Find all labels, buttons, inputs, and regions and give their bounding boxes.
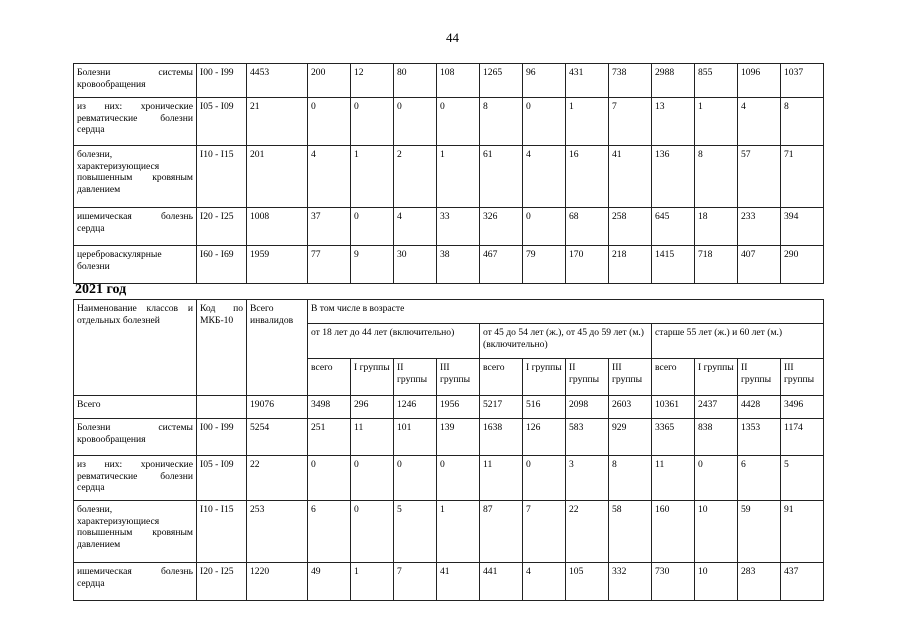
- header-age-group-3: старше 55 лет (ж.) и 60 лет (м.): [652, 324, 824, 359]
- cell-value: 10: [695, 501, 738, 563]
- total-value: 1220: [247, 563, 308, 601]
- cell-value: 87: [480, 501, 523, 563]
- disease-name: Болезни системы кровообращения: [74, 419, 197, 456]
- cell-value: 467: [480, 246, 523, 284]
- cell-value: 41: [437, 563, 480, 601]
- cell-value: 61: [480, 146, 523, 208]
- table-row: [74, 98, 824, 146]
- cell-value: 730: [652, 563, 695, 601]
- header-sub-1-1: всего: [308, 359, 351, 396]
- cell-value: 11: [480, 456, 523, 501]
- cell-value: 645: [652, 208, 695, 246]
- cell-value: 296: [351, 396, 394, 419]
- icd-code: I10 - I15: [197, 146, 247, 208]
- total-value: 253: [247, 501, 308, 563]
- cell-value: 30: [394, 246, 437, 284]
- cell-value: 0: [351, 501, 394, 563]
- cell-value: 3498: [308, 396, 351, 419]
- table-row: [74, 146, 824, 208]
- icd-code: I00 - I99: [197, 419, 247, 456]
- disease-name: Всего: [74, 396, 197, 419]
- cell-value: 6: [738, 456, 781, 501]
- header-age-group-2: от 45 до 54 лет (ж.), от 45 до 59 лет (м.) (включительно): [480, 324, 652, 359]
- header-sub-3-4: III группы: [781, 359, 824, 396]
- cell-value: 59: [738, 501, 781, 563]
- cell-value: 2988: [652, 64, 695, 98]
- cell-value: 583: [566, 419, 609, 456]
- cell-value: 0: [523, 208, 566, 246]
- cell-value: 1415: [652, 246, 695, 284]
- cell-value: 12: [351, 64, 394, 98]
- cell-value: 7: [394, 563, 437, 601]
- cell-value: 22: [566, 501, 609, 563]
- cell-value: 516: [523, 396, 566, 419]
- cell-value: 2098: [566, 396, 609, 419]
- cell-value: 5217: [480, 396, 523, 419]
- cell-value: 431: [566, 64, 609, 98]
- cell-value: 8: [695, 146, 738, 208]
- cell-value: 0: [351, 456, 394, 501]
- cell-value: 10361: [652, 396, 695, 419]
- cell-value: 407: [738, 246, 781, 284]
- header-age-title: В том числе в возрасте: [308, 300, 824, 324]
- cell-value: 79: [523, 246, 566, 284]
- cell-value: 5: [781, 456, 824, 501]
- cell-value: 1: [695, 98, 738, 146]
- cell-value: 38: [437, 246, 480, 284]
- cell-value: 96: [523, 64, 566, 98]
- cell-value: 6: [308, 501, 351, 563]
- cell-value: 4: [523, 563, 566, 601]
- cell-value: 37: [308, 208, 351, 246]
- cell-value: 8: [480, 98, 523, 146]
- table-row: [74, 456, 824, 501]
- disease-name: Болезни системы кровообращения: [74, 64, 197, 98]
- cell-value: 0: [695, 456, 738, 501]
- header-sub-3-3: II группы: [738, 359, 781, 396]
- cell-value: 838: [695, 419, 738, 456]
- header-age-group-1: от 18 лет до 44 лет (включительно): [308, 324, 480, 359]
- cell-value: 9: [351, 246, 394, 284]
- disease-name: ишемическая болезнь сердца: [74, 208, 197, 246]
- cell-value: 108: [437, 64, 480, 98]
- cell-value: 1096: [738, 64, 781, 98]
- header-sub-2-4: III группы: [609, 359, 652, 396]
- cell-value: 0: [351, 98, 394, 146]
- cell-value: 126: [523, 419, 566, 456]
- cell-value: 4428: [738, 396, 781, 419]
- cell-value: 718: [695, 246, 738, 284]
- cell-value: 1: [437, 146, 480, 208]
- cell-value: 258: [609, 208, 652, 246]
- disease-name: из них: хронические ревматические болезни сердца: [74, 98, 197, 146]
- header-sub-3-2: I группы: [695, 359, 738, 396]
- header-sub-3-1: всего: [652, 359, 695, 396]
- icd-code: I20 - I25: [197, 563, 247, 601]
- total-value: 19076: [247, 396, 308, 419]
- cell-value: 18: [695, 208, 738, 246]
- cell-value: 7: [523, 501, 566, 563]
- cell-value: 1246: [394, 396, 437, 419]
- cell-value: 1638: [480, 419, 523, 456]
- cell-value: 8: [781, 98, 824, 146]
- cell-value: 1: [437, 501, 480, 563]
- total-value: 1959: [247, 246, 308, 284]
- cell-value: 7: [609, 98, 652, 146]
- cell-value: 57: [738, 146, 781, 208]
- cell-value: 2603: [609, 396, 652, 419]
- cell-value: 10: [695, 563, 738, 601]
- disease-name: болезни, характеризующиеся повышенным кровяным давлением: [74, 146, 197, 208]
- cell-value: 200: [308, 64, 351, 98]
- cell-value: 71: [781, 146, 824, 208]
- cell-value: 738: [609, 64, 652, 98]
- total-value: 201: [247, 146, 308, 208]
- cell-value: 4: [308, 146, 351, 208]
- cell-value: 139: [437, 419, 480, 456]
- table-row: [74, 396, 824, 419]
- total-value: 21: [247, 98, 308, 146]
- icd-code: I05 - I09: [197, 98, 247, 146]
- cell-value: 8: [609, 456, 652, 501]
- cell-value: 0: [351, 208, 394, 246]
- cell-value: 1: [351, 146, 394, 208]
- cell-value: 58: [609, 501, 652, 563]
- cell-value: 49: [308, 563, 351, 601]
- total-value: 22: [247, 456, 308, 501]
- header-name: Наименование классов и отдельных болезней: [74, 300, 197, 396]
- header-sub-1-3: II группы: [394, 359, 437, 396]
- header-sub-1-4: III группы: [437, 359, 480, 396]
- icd-code: I20 - I25: [197, 208, 247, 246]
- cell-value: 2437: [695, 396, 738, 419]
- cell-value: 251: [308, 419, 351, 456]
- cell-value: 1265: [480, 64, 523, 98]
- table-row: [74, 208, 824, 246]
- cell-value: 105: [566, 563, 609, 601]
- header-sub-2-3: II группы: [566, 359, 609, 396]
- cell-value: 1: [566, 98, 609, 146]
- table-2021: [73, 299, 824, 601]
- cell-value: 0: [437, 98, 480, 146]
- total-value: 4453: [247, 64, 308, 98]
- icd-code: I10 - I15: [197, 501, 247, 563]
- table-row: [74, 246, 824, 284]
- icd-code: I05 - I09: [197, 456, 247, 501]
- disease-name: болезни, характеризующиеся повышенным кровяным давлением: [74, 501, 197, 563]
- cell-value: 5: [394, 501, 437, 563]
- year-heading: 2021 год: [75, 282, 127, 297]
- cell-value: 3496: [781, 396, 824, 419]
- cell-value: 283: [738, 563, 781, 601]
- cell-value: 11: [652, 456, 695, 501]
- cell-value: 1037: [781, 64, 824, 98]
- cell-value: 1: [351, 563, 394, 601]
- cell-value: 160: [652, 501, 695, 563]
- table-row: [74, 419, 824, 456]
- icd-code: I60 - I69: [197, 246, 247, 284]
- cell-value: 1956: [437, 396, 480, 419]
- cell-value: 218: [609, 246, 652, 284]
- cell-value: 13: [652, 98, 695, 146]
- cell-value: 4: [738, 98, 781, 146]
- cell-value: 101: [394, 419, 437, 456]
- header-sub-1-2: I группы: [351, 359, 394, 396]
- icd-code: [197, 396, 247, 419]
- disease-name: цереброваскулярные болезни: [74, 246, 197, 284]
- cell-value: 33: [437, 208, 480, 246]
- table-row: [74, 563, 824, 601]
- cell-value: 326: [480, 208, 523, 246]
- cell-value: 2: [394, 146, 437, 208]
- header-sub-2-1: всего: [480, 359, 523, 396]
- header-code: Код по МКБ-10: [197, 300, 247, 396]
- icd-code: I00 - I99: [197, 64, 247, 98]
- cell-value: 41: [609, 146, 652, 208]
- table-row: [74, 501, 824, 563]
- cell-value: 0: [523, 456, 566, 501]
- cell-value: 0: [308, 456, 351, 501]
- cell-value: 68: [566, 208, 609, 246]
- total-value: 5254: [247, 419, 308, 456]
- cell-value: 929: [609, 419, 652, 456]
- cell-value: 233: [738, 208, 781, 246]
- cell-value: 91: [781, 501, 824, 563]
- cell-value: 16: [566, 146, 609, 208]
- cell-value: 77: [308, 246, 351, 284]
- cell-value: 0: [437, 456, 480, 501]
- cell-value: 4: [394, 208, 437, 246]
- cell-value: 136: [652, 146, 695, 208]
- cell-value: 332: [609, 563, 652, 601]
- cell-value: 1353: [738, 419, 781, 456]
- cell-value: 0: [523, 98, 566, 146]
- header-sub-2-2: I группы: [523, 359, 566, 396]
- cell-value: 0: [394, 456, 437, 501]
- cell-value: 170: [566, 246, 609, 284]
- cell-value: 290: [781, 246, 824, 284]
- table-top: [73, 63, 824, 284]
- cell-value: 3: [566, 456, 609, 501]
- cell-value: 437: [781, 563, 824, 601]
- cell-value: 0: [394, 98, 437, 146]
- page-number: 44: [446, 30, 459, 45]
- disease-name: ишемическая болезнь сердца: [74, 563, 197, 601]
- cell-value: 4: [523, 146, 566, 208]
- table-row: [74, 64, 824, 98]
- cell-value: 441: [480, 563, 523, 601]
- disease-name: из них: хронические ревматические болезни сердца: [74, 456, 197, 501]
- cell-value: 80: [394, 64, 437, 98]
- cell-value: 0: [308, 98, 351, 146]
- cell-value: 394: [781, 208, 824, 246]
- header-total: Всего инвалидов: [247, 300, 308, 396]
- cell-value: 3365: [652, 419, 695, 456]
- cell-value: 1174: [781, 419, 824, 456]
- total-value: 1008: [247, 208, 308, 246]
- cell-value: 11: [351, 419, 394, 456]
- cell-value: 855: [695, 64, 738, 98]
